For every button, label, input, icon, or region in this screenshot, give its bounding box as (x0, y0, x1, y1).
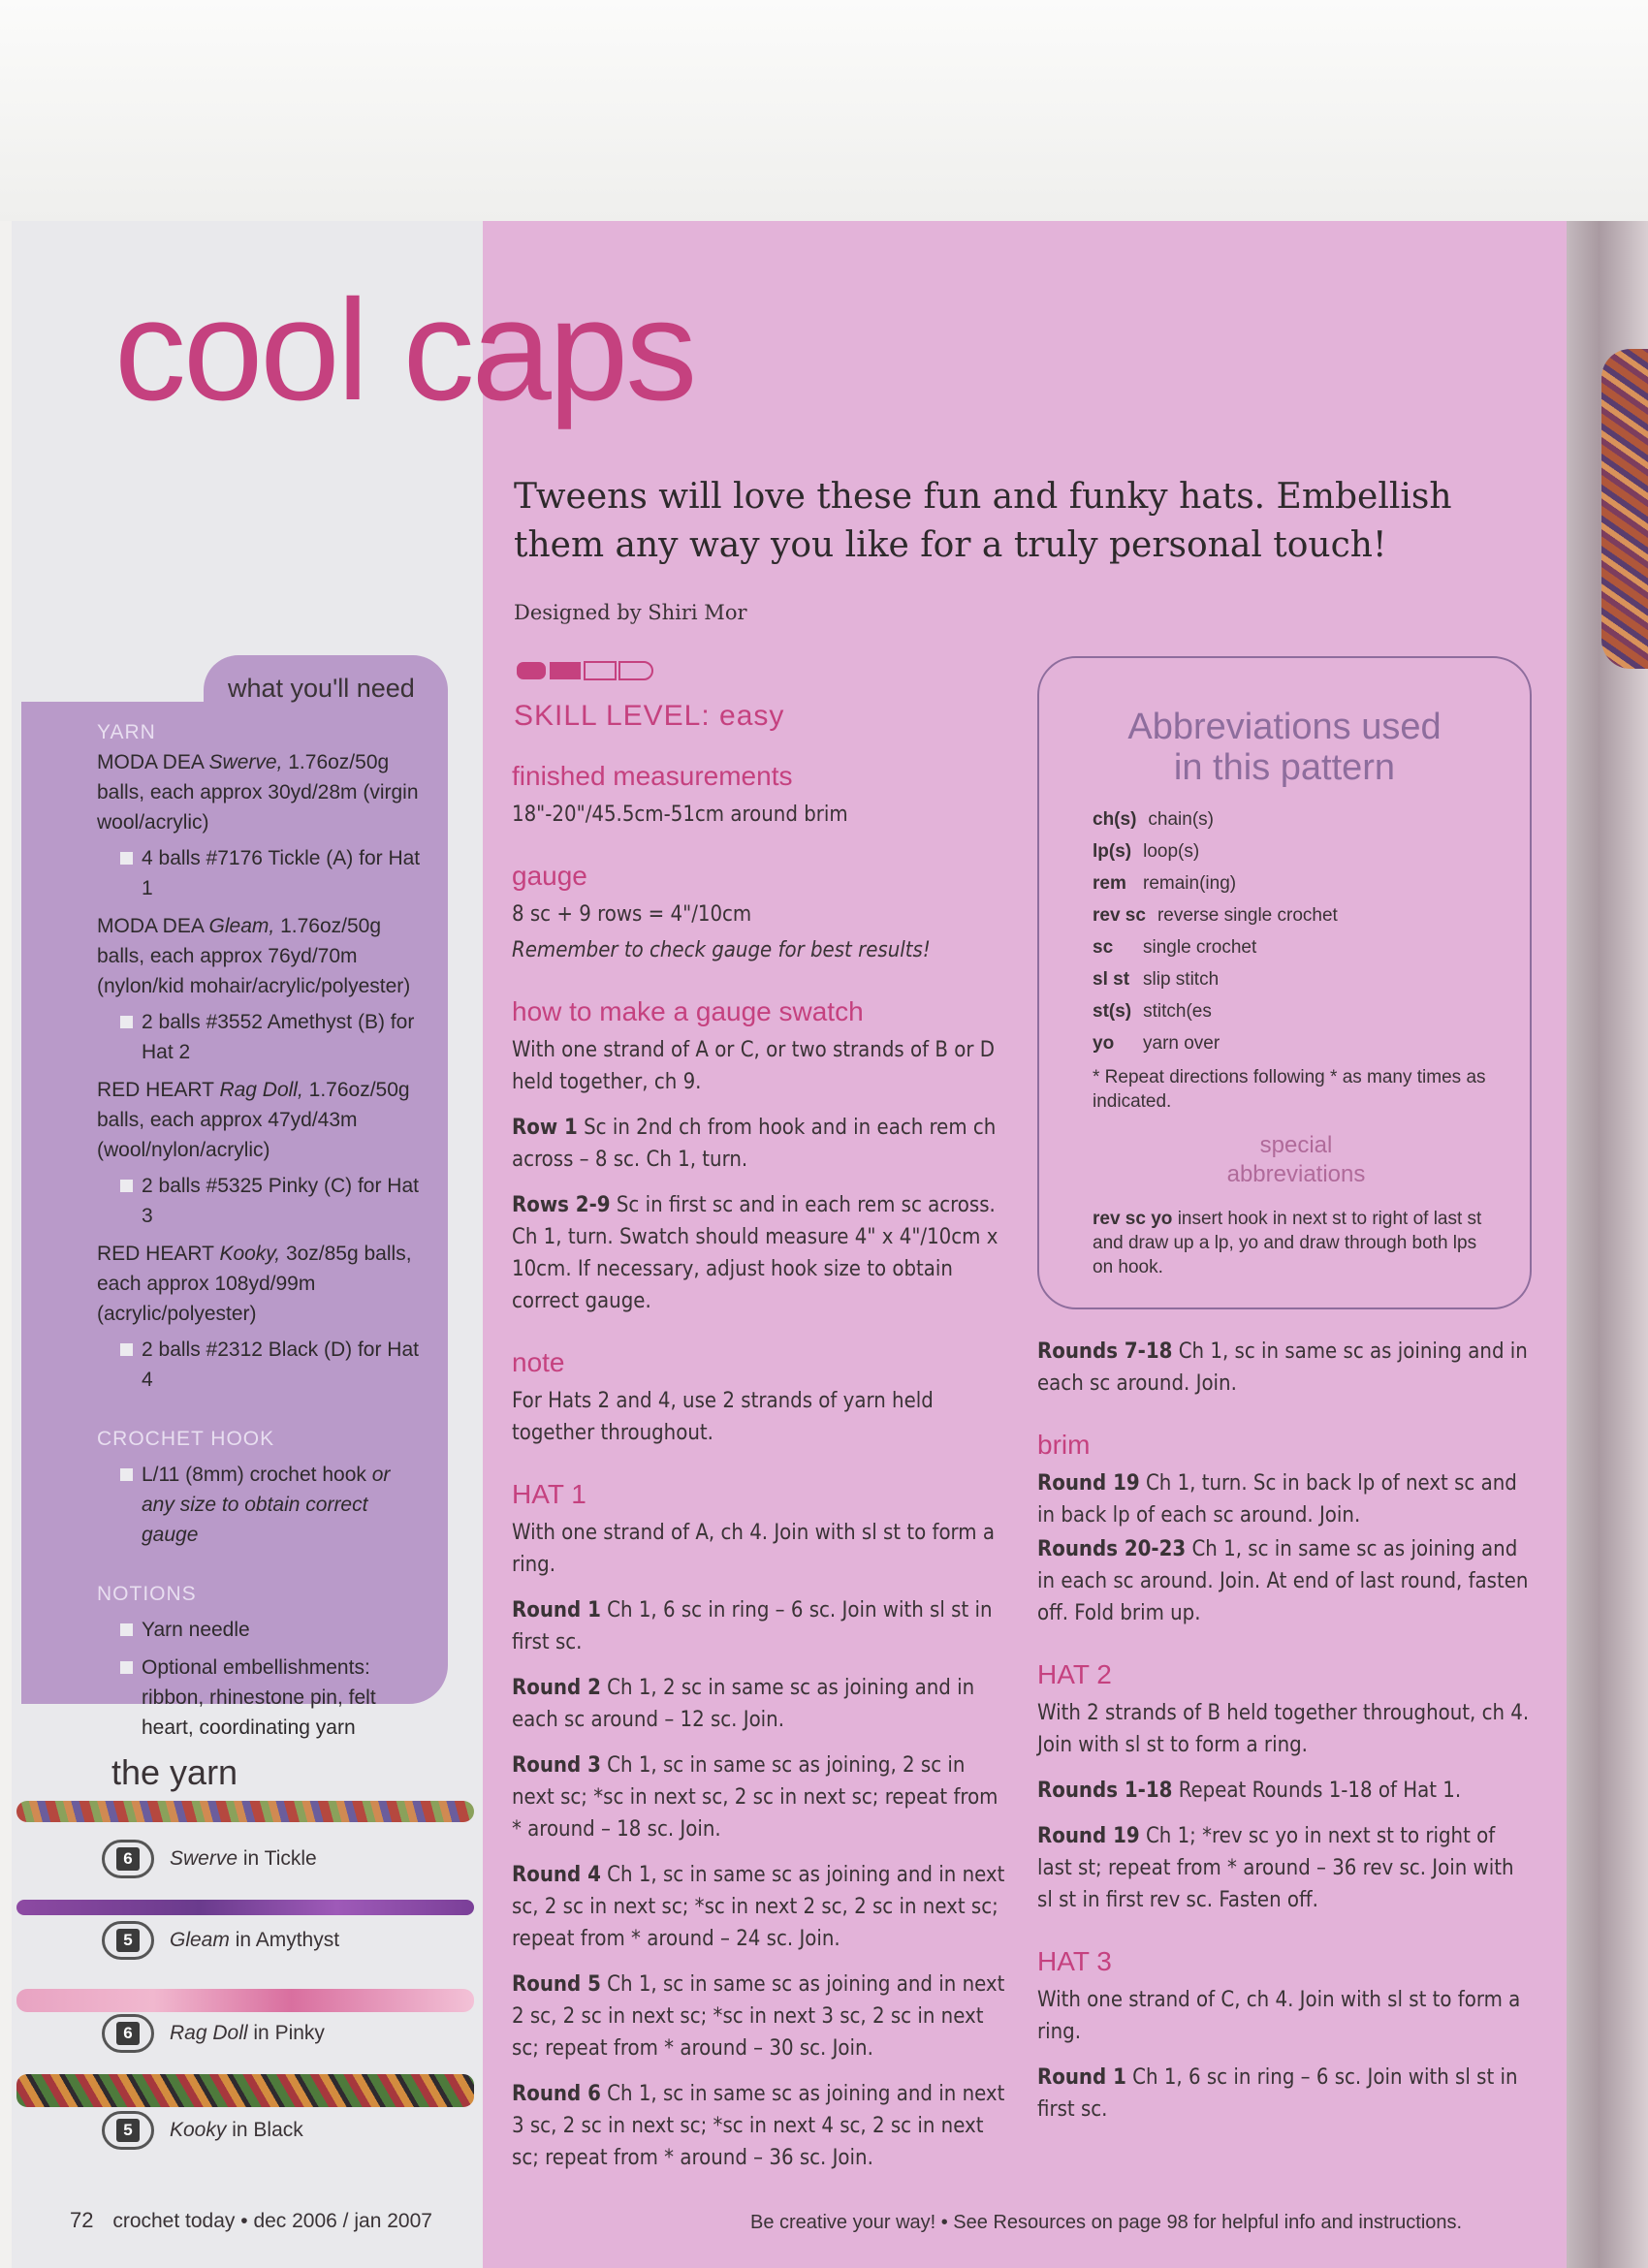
abbreviation-item: sc single crochet (1093, 937, 1257, 958)
finished-text: 18"-20"/45.5cm-51cm around brim (512, 803, 848, 827)
hat3-round1: Round 1 Ch 1, 6 sc in ring – 6 sc. Join with sl st in first sc. (1037, 2065, 1518, 2122)
yarn-item-3-qty: 2 balls #5325 Pinky (C) for Hat 3 (142, 1171, 427, 1231)
yarn-strand-ragdoll (16, 1989, 474, 2012)
hat1-round1: Round 1 Ch 1, 6 sc in ring – 6 sc. Join with sl st in first sc. (512, 1598, 993, 1654)
finished-heading: finished measurements (512, 761, 793, 791)
pattern-column-left (512, 760, 1012, 2188)
gauge-text: 8 sc + 9 rows = 4"/10cm (512, 902, 752, 927)
hat3-heading: HAT 3 (1037, 1946, 1112, 1976)
yarn-weight-icon: 6 (102, 1840, 154, 1878)
hat2-section (1037, 1658, 1532, 1916)
notion-item-2: Optional embellishments: ribbon, rhinestone pin, felt heart, coordinating yarn (142, 1653, 427, 1743)
yarn-strand-gleam (16, 1900, 474, 1915)
swatch-row1: Row 1 Sc in 2nd ch from hook and in each rem ch across – 8 sc. Ch 1, turn. (512, 1116, 997, 1172)
page-title: cool caps (114, 270, 695, 430)
yarn-item-1-qty: 4 balls #7176 Tickle (A) for Hat 1 (142, 843, 427, 903)
abbreviation-item: lp(s) loop(s) (1093, 841, 1200, 862)
yarn-strand-swerve (16, 1801, 474, 1822)
notions-heading: NOTIONS (97, 1583, 197, 1605)
special-abbreviations-heading: special abbreviations (1226, 1132, 1366, 1187)
note-heading: note (512, 1347, 565, 1377)
crochet-hook-item: L/11 (8mm) crochet hook or any size to obtain correct gauge (142, 1460, 427, 1550)
skill-level: SKILL LEVEL: easy (514, 700, 785, 732)
hat3-intro: With one strand of C, ch 4. Join with sl st to form a ring. (1037, 1988, 1521, 2044)
abbreviation-item: st(s) stitch(es (1093, 1001, 1212, 1022)
yarn-hat-photo (1601, 349, 1648, 669)
yarn-heading: YARN (97, 721, 156, 743)
gauge-note: Remember to check gauge for best results! (512, 938, 931, 962)
yarn-weight-icon: 6 (102, 2014, 154, 2053)
pattern-column-right (1037, 1336, 1532, 2139)
brim-section (1037, 1429, 1532, 1629)
abbreviations-list (1093, 803, 1500, 1279)
hat2-intro: With 2 strands of B held together throughout, ch 4. Join with sl st to form a ring. (1037, 1701, 1530, 1757)
what-you-need-content (97, 717, 427, 1750)
hat1-section (512, 1478, 1012, 2174)
hat1-round4: Round 4 Ch 1, sc in same sc as joining and in next sc, 2 sc in next sc; *sc in next 2 sc, 2 sc in next sc; repeat from * around – 24 sc. Join. (512, 1863, 1005, 1951)
abbreviation-item: rem remain(ing) (1093, 873, 1237, 894)
abbreviation-item: yo yarn over (1093, 1033, 1220, 1054)
gauge-section (512, 860, 1012, 966)
abbreviation-item: rev sc reverse single crochet (1093, 905, 1338, 926)
what-you-need-title: what you'll need (228, 674, 415, 703)
yarn-item-3: RED HEART Rag Doll, 1.76oz/50g balls, each approx 47yd/43m (wool/nylon/acrylic) (97, 1079, 410, 1161)
magazine-name: crochet today (112, 2210, 236, 2232)
abbreviation-item: ch(s) chain(s) (1093, 809, 1214, 830)
skill-level-icon (516, 661, 661, 680)
lead-paragraph: Tweens will love these fun and funky hats. Embellish them any way you like for a truly personal touch! (514, 477, 1452, 565)
yarn-item-2-qty: 2 balls #3552 Amethyst (B) for Hat 2 (142, 1007, 427, 1067)
page-folio: 72 crochet today • dec 2006 / jan 2007 (70, 2208, 432, 2232)
brim-heading: brim (1037, 1430, 1091, 1460)
hat1-round5: Round 5 Ch 1, sc in same sc as joining and in next 2 sc, 2 sc in next sc; *sc in next 3 sc, 2 sc in next sc; repeat from * around – 30 sc. Join. (512, 1972, 1005, 2061)
the-yarn-title: the yarn (111, 1752, 238, 1792)
hat1-rounds7-18: Rounds 7-18 Ch 1, sc in same sc as joining and in each sc around. Join. (1037, 1339, 1528, 1396)
hat2-heading: HAT 2 (1037, 1659, 1112, 1689)
yarn-item-4-qty: 2 balls #2312 Black (D) for Hat 4 (142, 1335, 427, 1395)
hat1-continued (1037, 1336, 1532, 1400)
swatch-heading: how to make a gauge swatch (512, 996, 864, 1026)
designer-byline: Designed by Shiri Mor (514, 601, 747, 624)
note-text: For Hats 2 and 4, use 2 strands of yarn held together throughout. (512, 1389, 934, 1445)
abbreviations-box (1037, 656, 1532, 1309)
hat1-heading: HAT 1 (512, 1479, 586, 1509)
hat2-rounds1-18: Rounds 1-18 Repeat Rounds 1-18 of Hat 1. (1037, 1779, 1462, 1803)
issue-date: dec 2006 / jan 2007 (253, 2210, 432, 2232)
swatch-rows2-9: Rows 2-9 Sc in first sc and in each rem sc across. Ch 1, turn. Swatch should measure 4" x 4"/10cm x 10cm. If necessary, adjust hook size to obtain correct gauge. (512, 1193, 998, 1313)
yarn-strand-kooky (16, 2074, 474, 2107)
gauge-heading: gauge (512, 861, 587, 891)
yarn-item-4: RED HEART Kooky, 3oz/85g balls, each approx 108yd/99m (acrylic/polyester) (97, 1243, 412, 1325)
finished-measurements-section (512, 760, 1012, 831)
yarn-weight-icon: 5 (102, 2111, 154, 2150)
scan-top-margin (0, 0, 1648, 221)
page-number: 72 (70, 2208, 94, 2232)
footer-note: Be creative your way! • See Resources on page 98 for helpful info and instructions. (750, 2212, 1463, 2233)
yarn-swatch-item: 6 Rag Doll in Pinky (102, 2014, 325, 2053)
yarn-item-1: MODA DEA Swerve, 1.76oz/50g balls, each approx 30yd/28m (virgin wool/acrylic) (97, 751, 419, 834)
yarn-swatch-item: 5 Gleam in Amythyst (102, 1921, 339, 1960)
hat1-round2: Round 2 Ch 1, 2 sc in same sc as joining and in each sc around – 12 sc. Join. (512, 1676, 975, 1732)
brim-rounds20-23: Rounds 20-23 Ch 1, sc in same sc as joining and in each sc around. Join. At end of last round, fasten off. Fold brim up. (1037, 1537, 1529, 1625)
yarn-swatch-item: 5 Kooky in Black (102, 2111, 303, 2150)
crochet-hook-heading: CROCHET HOOK (97, 1428, 275, 1450)
swatch-section (512, 995, 1012, 1317)
brim-round19: Round 19 Ch 1, turn. Sc in back lp of next sc and in back lp of each sc around. Join. (1037, 1471, 1517, 1528)
yarn-weight-icon: 5 (102, 1921, 154, 1960)
notion-item-1: Yarn needle (142, 1615, 427, 1645)
hat1-intro: With one strand of A, ch 4. Join with sl st to form a ring. (512, 1521, 995, 1577)
note-section (512, 1346, 1012, 1449)
yarn-item-2: MODA DEA Gleam, 1.76oz/50g balls, each approx 76yd/70m (nylon/kid mohair/acrylic/polyester) (97, 915, 411, 997)
hat1-round6: Round 6 Ch 1, sc in same sc as joining and in next 3 sc, 2 sc in next sc; *sc in next 4 sc, 2 sc in next sc; repeat from * around – 36 sc. Join. (512, 2082, 1005, 2170)
hat2-round19: Round 19 Ch 1; *rev sc yo in next st to right of last st; repeat from * around – 36 rev sc. Join with sl st in first rev sc. Fasten off. (1037, 1824, 1514, 1912)
hat3-section (1037, 1945, 1532, 2126)
swatch-intro: With one strand of A or C, or two strands of B or D held together, ch 9. (512, 1038, 995, 1094)
hat1-round3: Round 3 Ch 1, sc in same sc as joining, 2 sc in next sc; *sc in next sc, 2 sc in next sc; repeat from * around – 18 sc. Join. (512, 1753, 998, 1842)
yarn-swatch-item: 6 Swerve in Tickle (102, 1840, 317, 1878)
abbreviation-item: sl st slip stitch (1093, 969, 1220, 990)
repeat-note: * Repeat directions following * as many times as indicated. (1093, 1067, 1486, 1112)
special-abbreviation-text: rev sc yo insert hook in next st to right of last st and draw up a lp, yo and draw through both lps on hook. (1093, 1209, 1482, 1277)
abbreviations-title: Abbreviations used in this pattern (1127, 707, 1442, 788)
